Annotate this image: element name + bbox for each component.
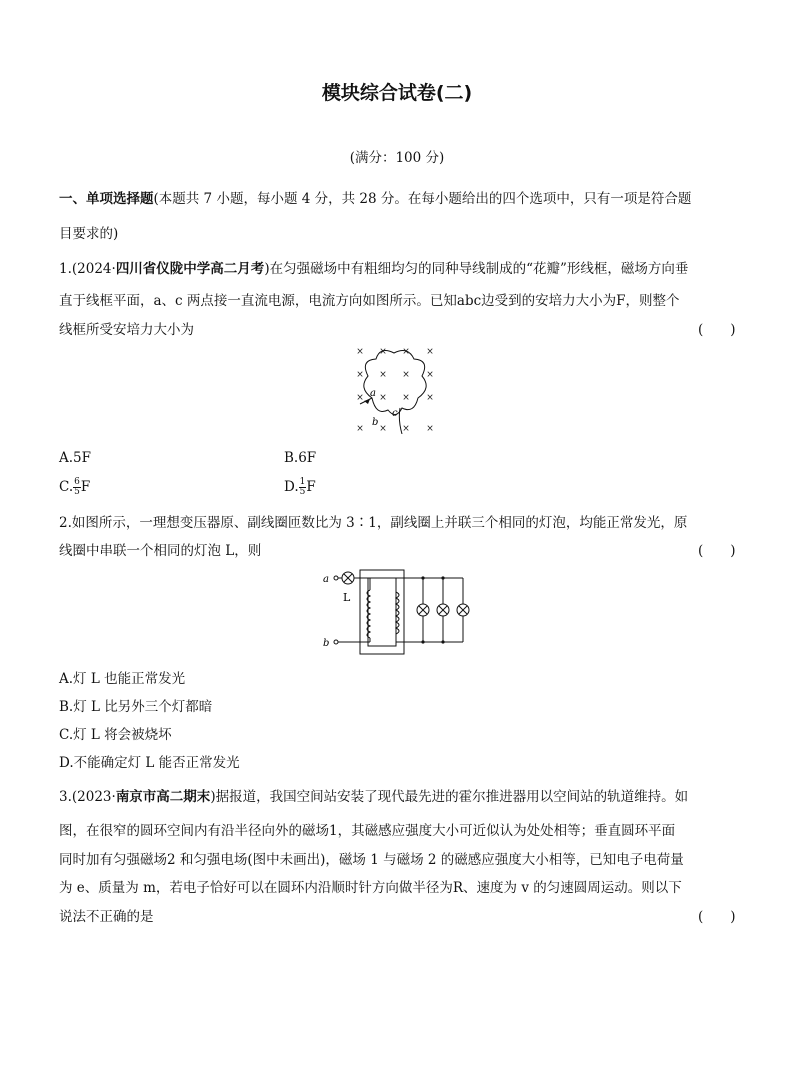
q1-option-d-suffix: F — [306, 479, 316, 495]
q3-number: 3. — [59, 789, 72, 805]
fraction-denominator: 5 — [299, 487, 306, 497]
page-title: 模块综合试卷(二) — [321, 82, 473, 104]
junction-dot-icon — [421, 640, 424, 643]
field-cross: × — [356, 424, 364, 434]
q2-figure-transformer-circuit — [318, 566, 478, 658]
fraction-numerator: 6 — [74, 477, 80, 487]
q2-option-b[interactable]: B.灯 L 比另外三个灯都暗 — [59, 699, 213, 715]
q1-figure-flower-frame — [350, 342, 450, 434]
magnetic-field-crosses — [356, 347, 434, 434]
q1-source: 四川省仪陇中学高二月考 — [115, 261, 265, 277]
field-cross: × — [356, 370, 364, 380]
q1-answer-paren: ( ) — [698, 322, 736, 338]
field-cross: × — [402, 424, 410, 434]
field-cross: × — [379, 393, 387, 403]
q3-answer-paren: ( ) — [698, 909, 736, 925]
q2-line1: 2.如图所示，一理想变压器原、副线圈匝数比为 3∶1，副线圈上并联三个相同的灯泡，均能正常发光，原 — [59, 515, 688, 531]
field-cross: × — [426, 424, 434, 434]
field-cross: × — [356, 393, 364, 403]
field-cross: × — [379, 370, 387, 380]
flower-loop — [364, 351, 426, 415]
q3-line1 — [59, 785, 688, 805]
section-description-cont: 目要求的) — [59, 226, 119, 242]
terminal-a-label: a — [323, 574, 329, 585]
q3-stem-part1: )据报道，我国空间站安装了现代最先进的霍尔推进器用以空间站的轨道维持。如 — [210, 789, 689, 805]
terminal-b-label: b — [323, 638, 330, 649]
q3-line4: 为 e、质量为 m，若电子恰好可以在圆环内沿顺时针方向做半径为R、速度为 v 的匀速圆周运动。则以下 — [59, 880, 682, 896]
full-score: (满分：100 分) — [349, 150, 445, 166]
field-cross: × — [379, 347, 387, 357]
junction-dot-icon — [441, 640, 444, 643]
point-a-label: a — [370, 388, 376, 399]
q1-option-b[interactable]: B.6F — [284, 450, 317, 466]
q3-source: 南京市高二期末 — [115, 789, 211, 805]
q1-source-open: (2024· — [71, 261, 116, 277]
point-c-label: c — [392, 408, 398, 419]
q1-option-d-prefix: D. — [284, 479, 299, 495]
field-cross: × — [402, 370, 410, 380]
lamp-L-label: L — [343, 591, 351, 604]
terminal-a-icon — [334, 576, 338, 580]
junction-dot-icon — [441, 576, 444, 579]
q1-number: 1. — [59, 261, 72, 277]
field-cross: × — [402, 347, 410, 357]
iron-core-inner — [368, 578, 396, 646]
section-heading-line — [59, 187, 691, 207]
fraction — [73, 478, 81, 497]
field-cross: × — [379, 424, 387, 434]
field-cross: × — [356, 347, 364, 357]
q3-line2: 图，在很窄的圆环空间内有沿半径向外的磁场1，其磁感应强度大小可近似认为处处相等；垂直圆环平面 — [59, 823, 676, 839]
field-cross: × — [426, 347, 434, 357]
iron-core-outer — [360, 570, 404, 654]
q1-option-a[interactable]: A.5F — [59, 450, 91, 466]
q1-stem-part1: )在匀强磁场中有粗细均匀的同种导线制成的“花瓣”形线框，磁场方向垂 — [264, 261, 689, 277]
q3-line5: 说法不正确的是 — [59, 909, 154, 925]
q1-option-c-prefix: C. — [59, 479, 74, 495]
q2-answer-paren: ( ) — [698, 543, 736, 559]
fraction-numerator: 1 — [299, 477, 306, 487]
section-heading: 一、单项选择题 — [59, 191, 154, 207]
field-cross: × — [402, 393, 410, 403]
q3-line3: 同时加有匀强磁场2 和匀强电场(图中未画出)，磁场 1 与磁场 2 的磁感应强度大小相等，已知电子电荷量 — [59, 852, 684, 868]
q1-option-d[interactable] — [284, 478, 316, 497]
point-b-label: b — [372, 417, 379, 428]
q1-line3: 线框所受安培力大小为 — [59, 322, 194, 338]
q2-option-a[interactable]: A.灯 L 也能正常发光 — [59, 671, 186, 687]
q1-option-c[interactable] — [59, 478, 90, 497]
q1-line1 — [59, 257, 688, 277]
fraction-denominator: 5 — [74, 487, 80, 497]
field-cross: × — [426, 370, 434, 380]
q2-option-c[interactable]: C.灯 L 将会被烧坏 — [59, 727, 172, 743]
q1-option-c-suffix: F — [80, 479, 91, 495]
junction-dot-icon — [421, 576, 424, 579]
terminal-b-icon — [334, 640, 338, 644]
q2-line2: 线圈中串联一个相同的灯泡 L，则 — [59, 543, 262, 559]
q2-option-d[interactable]: D.不能确定灯 L 能否正常发光 — [59, 755, 240, 771]
field-cross: × — [426, 393, 434, 403]
current-arrow-icon — [364, 399, 370, 404]
q1-line2: 直于线框平面，a、c 两点接一直流电源，电流方向如图所示。已知abc边受到的安培力大小为F，则整个 — [59, 293, 680, 309]
section-description: (本题共 7 小题，每小题 4 分，共 28 分。在每小题给出的四个选项中，只有一项是符合题 — [153, 191, 692, 207]
q3-source-open: (2023· — [71, 789, 116, 805]
